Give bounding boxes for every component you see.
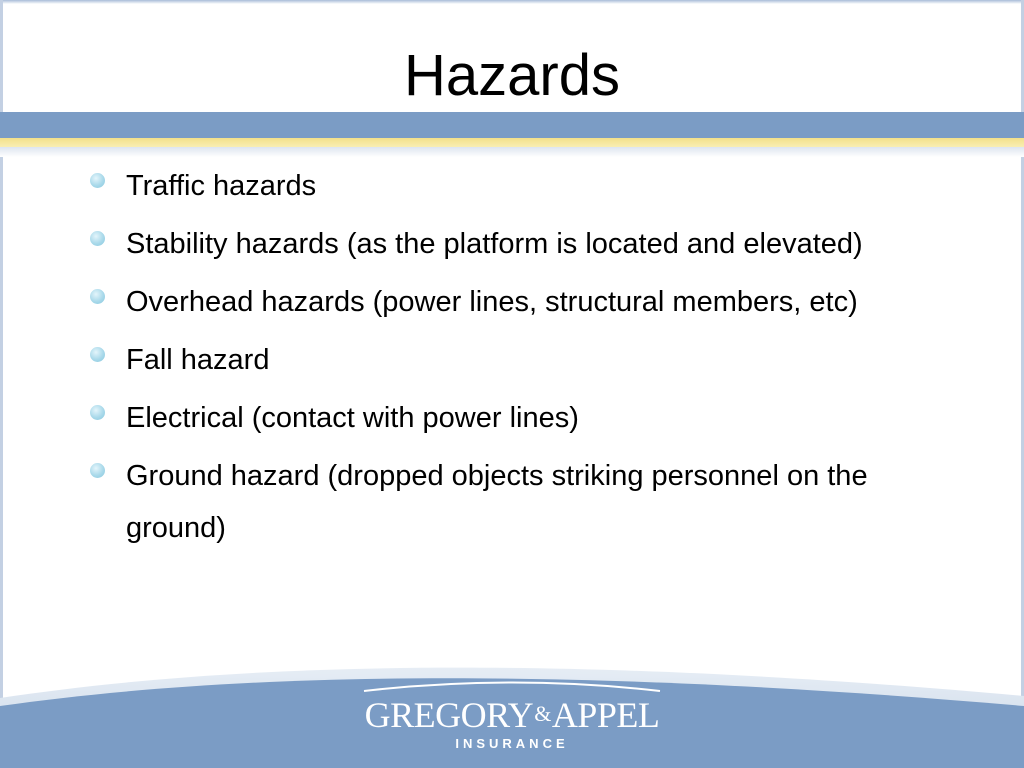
bullet-text: Stability hazards (as the platform is located and elevated)	[126, 228, 863, 260]
frame-top	[0, 0, 1024, 4]
bullet-item	[88, 450, 948, 554]
logo-name-right: APPEL	[551, 695, 660, 735]
header-band-fade	[0, 147, 1024, 157]
bullet-list	[88, 160, 948, 560]
bullet-item	[88, 276, 948, 328]
header-band-blue	[0, 112, 1024, 138]
bullet-dot-icon	[90, 289, 105, 304]
slide-title: Hazards	[404, 43, 620, 108]
bullet-dot-icon	[90, 405, 105, 420]
header-band-yellow	[0, 138, 1024, 147]
bullet-dot-icon	[90, 347, 105, 362]
logo-subtitle: INSURANCE	[455, 736, 569, 751]
logo-name-left: GREGORY	[364, 695, 534, 735]
bullet-item	[88, 334, 948, 386]
bullet-text: Ground hazard (dropped objects striking personnel on the ground)	[126, 460, 868, 544]
bullet-text: Electrical (contact with power lines)	[126, 402, 579, 434]
bullet-dot-icon	[90, 463, 105, 478]
logo-ampersand: &	[534, 701, 551, 726]
company-logo	[352, 678, 672, 758]
bullet-item	[88, 160, 948, 212]
bullet-item	[88, 392, 948, 444]
logo-wordmark	[352, 694, 672, 735]
bullet-item	[88, 218, 948, 270]
logo-arc	[360, 678, 664, 694]
bullet-text: Traffic hazards	[126, 170, 317, 202]
bullet-dot-icon	[90, 231, 105, 246]
bullet-text: Overhead hazards (power lines, structural members, etc)	[126, 286, 858, 318]
bullet-text: Fall hazard	[126, 344, 270, 376]
bullet-dot-icon	[90, 173, 105, 188]
